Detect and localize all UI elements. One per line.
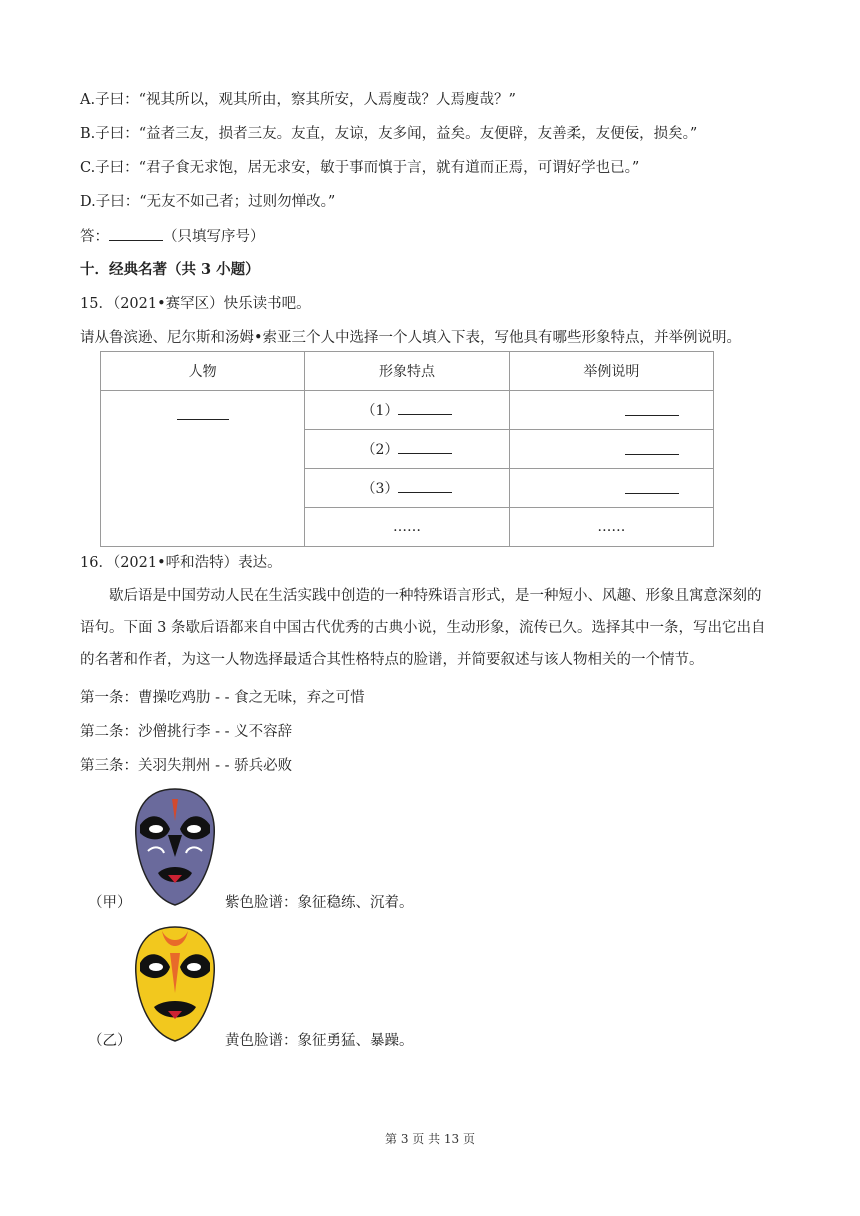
mask-label-yi: （乙） [88, 1033, 132, 1049]
trait-blank[interactable] [398, 400, 452, 415]
trait-blank[interactable] [398, 439, 452, 454]
q15-instruction: 请从鲁滨逊、尼尔斯和汤姆•索亚三个人中选择一个人填入下表，写他具有哪些形象特点，并举例说明。 [80, 330, 742, 346]
yellow-opera-mask-image [128, 923, 222, 1045]
trait-cell: （2） [305, 430, 509, 469]
option-a: A.子曰：“视其所以，观其所由，察其所安，人焉廋哉？人焉廋哉？” [80, 92, 516, 108]
mask-desc-jia: 紫色脸谱：象征稳练、沉着。 [225, 895, 414, 911]
ellipsis-cell: …… [305, 508, 509, 547]
person-cell [101, 391, 305, 547]
answer-suffix: （只填写序号） [163, 229, 265, 245]
header-traits: 形象特点 [305, 352, 509, 391]
option-b: B.子曰：“益者三友，损者三友。友直，友谅，友多闻，益矣。友便辟，友善柔，友便佞，损矣。” [80, 126, 698, 142]
page-footer: 第 3 页 共 13 页 [385, 1132, 475, 1146]
answer-prefix: 答： [80, 229, 109, 245]
table-header-row [101, 352, 714, 391]
table-row [101, 391, 714, 430]
example-blank[interactable] [625, 401, 679, 416]
q15-table [100, 351, 714, 547]
example-cell [509, 430, 713, 469]
answer-blank[interactable] [109, 226, 163, 241]
example-cell [509, 391, 713, 430]
proverb-1: 第一条：曹操吃鸡肋 - - 食之无味，弃之可惜 [80, 690, 365, 706]
example-blank[interactable] [625, 440, 679, 455]
q16-paragraph: 歇后语是中国劳动人民在生活实践中创造的一种特殊语言形式，是一种短小、风趣、形象且寓意深刻的语句。下面 3 条歇后语都来自中国古代优秀的古典小说，生动形象，流传已久。选择其中一条，写出它出自的名著和作者，为这一人物选择最适合其性格特点的脸谱，并简要叙述与该人物相关的一个情节。 [80, 588, 766, 668]
example-cell [509, 469, 713, 508]
header-person: 人物 [101, 352, 305, 391]
q16-title: 16．（2021•呼和浩特）表达。 [80, 555, 282, 571]
ellipsis-cell: …… [509, 508, 713, 547]
mask-desc-yi: 黄色脸谱：象征勇猛、暴躁。 [225, 1033, 414, 1049]
q15-title: 15．（2021•赛罕区）快乐读书吧。 [80, 296, 311, 312]
trait-cell: （1） [305, 391, 509, 430]
mask-label-jia: （甲） [88, 895, 132, 911]
answer-line [80, 226, 265, 247]
option-c: C.子曰：“君子食无求饱，居无求安，敏于事而慎于言，就有道而正焉，可谓好学也已。” [80, 160, 640, 176]
purple-opera-mask-image [128, 785, 222, 909]
option-d: D.子曰：“无友不如己者；过则勿惮改。” [80, 194, 336, 210]
proverb-3: 第三条：关羽失荆州 - - 骄兵必败 [80, 758, 293, 774]
trait-blank[interactable] [398, 478, 452, 493]
example-blank[interactable] [625, 479, 679, 494]
person-blank[interactable] [177, 405, 229, 420]
proverb-2: 第二条：沙僧挑行李 - - 义不容辞 [80, 724, 293, 740]
header-examples: 举例说明 [509, 352, 713, 391]
trait-cell: （3） [305, 469, 509, 508]
section-title: 十．经典名著（共 3 小题） [80, 261, 260, 278]
